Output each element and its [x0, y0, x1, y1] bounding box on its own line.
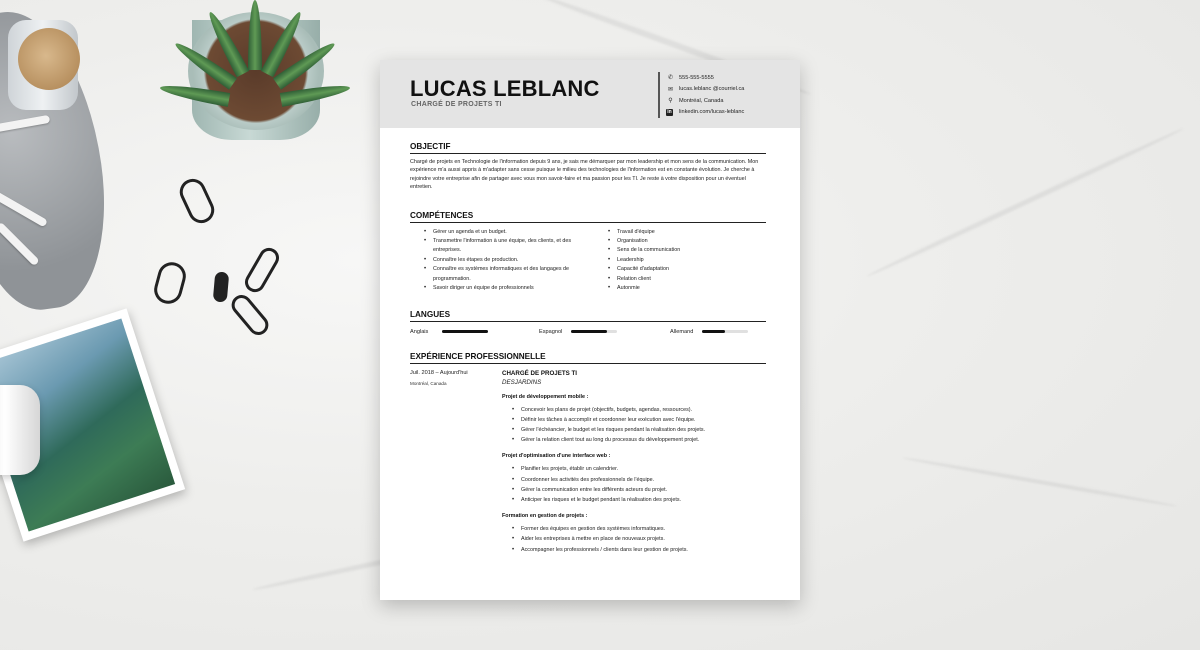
language-item: Anglais	[410, 329, 539, 335]
resume-sheet	[380, 60, 800, 600]
company-name: DESJARDINS	[502, 378, 542, 386]
list-item: • Coordonner les activités des professionnels de l'équipe.	[512, 475, 766, 485]
objective-text: Chargé de projets en Technologie de l'information depuis 9 ans, je sais me démarquer par mon leadership et mon sens de la communication. Mon expérience m'a aussi appris à m'adapter sans cesse puisque le milieu des technologies de l'information est en constante évolution. Je cherche à rejoindre votre entreprise afin de partager avec vous mon savoir-faire et ma passion pour les TI. Je reste à votre disposition pour un éventuel entretien.	[410, 158, 759, 191]
list-item: • Organisation	[608, 237, 680, 246]
candidate-role: CHARGÉ DE PROJETS TI	[411, 101, 502, 108]
mail-icon: ✉	[667, 86, 674, 93]
experience-date: Juil. 2018 – Aujourd'hui	[410, 369, 468, 376]
contact-location: ⚲ Montréal, Canada	[666, 95, 744, 107]
skills-section	[410, 211, 766, 293]
earbud-case-decoration	[0, 385, 40, 475]
candidate-name: LUCAS LEBLANC	[410, 76, 600, 101]
list-item: • Gérer la communication entre les différents acteurs du projet.	[512, 485, 766, 495]
language-item: Allemand	[670, 329, 748, 335]
project-title: Projet d'optimisation d'une interface web :	[502, 453, 611, 460]
project-task-list	[512, 464, 766, 505]
experience-title: EXPÉRIENCE PROFESSIONNELLE	[410, 352, 766, 364]
experience-city: Montréal, Canada	[410, 380, 447, 386]
list-item: • Gérer un agenda et un budget.	[424, 228, 592, 237]
skills-list-right	[608, 228, 680, 294]
list-item: • Planifier les projets, établir un calendrier.	[512, 464, 766, 474]
project-title: Formation en gestion de projets :	[502, 513, 588, 520]
language-item: Espagnol	[539, 329, 670, 335]
list-item: • Gérer la relation client tout au long du processus du développement projet.	[512, 435, 766, 445]
list-item: • Autonmie	[608, 284, 680, 293]
list-item: • Travail d'équipe	[608, 228, 680, 237]
language-level-bar	[442, 330, 488, 333]
list-item: • Accompagner les professionnels / clients dans leur gestion de projets.	[512, 545, 766, 555]
list-item: • Savoir diriger un équipe de professionnels	[424, 284, 592, 293]
list-item: • Connaître es systèmes informatiques et des langages de programmation.	[424, 265, 592, 284]
objective-title: OBJECTIF	[410, 142, 766, 154]
list-item: • Sens de la communication	[608, 246, 680, 255]
project-task-list	[512, 524, 766, 555]
list-item: • Former des équipes en gestion des systèmes informatiques.	[512, 524, 766, 534]
language-level-bar	[702, 330, 748, 333]
language-level-bar	[571, 330, 617, 333]
objective-section	[410, 142, 766, 192]
languages-section	[410, 310, 766, 335]
contact-phone: ✆ 555-555-5555	[667, 74, 714, 82]
languages-title: LANGUES	[410, 310, 766, 322]
contact-email: ✉ lucas.leblanc @courriel.ca	[667, 86, 745, 93]
project-title: Projet de développement mobile :	[502, 393, 589, 400]
linkedin-icon: in	[667, 108, 672, 115]
resume-header	[380, 60, 800, 128]
location-pin-icon: ⚲	[668, 98, 673, 105]
list-item: • Leadership	[608, 256, 680, 265]
list-item: • Gérer l'échéancier, le budget et les risques pendant la réalisation des projets.	[512, 425, 766, 435]
skills-list-left	[424, 228, 592, 294]
experience-section	[410, 352, 766, 555]
list-item: • Relation client	[608, 275, 680, 284]
job-title: CHARGÉ DE PROJETS TI	[502, 369, 577, 377]
list-item: • Aider les entreprises à mettre en place de nouveaux projets.	[512, 534, 766, 544]
list-item: • Anticiper les risques et le budget pendant la réalisation des projets.	[512, 495, 766, 505]
cork-lid-decoration	[18, 28, 80, 90]
list-item: • Définir les tâches à accomplir et coordonner leur exécution avec l'équipe.	[512, 415, 766, 425]
contact-block	[658, 72, 744, 118]
contact-linkedin: in linkedin.com/lucas-leblanc	[667, 108, 745, 116]
list-item: • Capacité d'adaptation	[608, 265, 680, 274]
skills-title: COMPÉTENCES	[410, 211, 766, 223]
phone-icon: ✆	[667, 75, 674, 82]
list-item: • Connaître les étapes de production.	[424, 256, 592, 265]
project-task-list	[512, 405, 766, 446]
list-item: • Transmettre l'information à une équipe, des clients, et des entreprises.	[424, 237, 592, 256]
list-item: • Concevoir les plans de projet (objectifs, budgets, agendas, ressources).	[512, 405, 766, 415]
